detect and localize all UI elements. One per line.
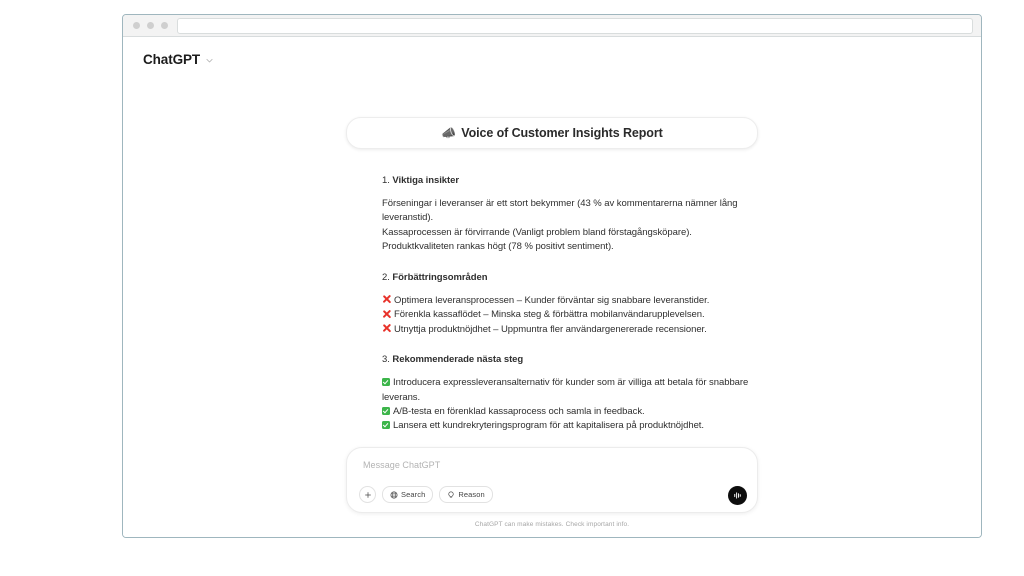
close-window-button[interactable] (133, 22, 140, 29)
check-mark-icon (382, 421, 390, 429)
report-title: Voice of Customer Insights Report (461, 126, 663, 140)
message-input[interactable]: Message ChatGPT (363, 460, 441, 470)
section-title-2: Förbättringsområden (392, 271, 488, 283)
composer-toolbar (359, 486, 493, 503)
insight-line: Förseningar i leveranser är ett stort bekymmer (43 % av kommentarerna nämner lång leveranstid). (382, 198, 738, 224)
voice-waveform-icon (732, 490, 743, 501)
minimize-window-button[interactable] (147, 22, 154, 29)
next-step-line (382, 405, 752, 419)
next-step-line (382, 376, 752, 405)
disclaimer-text: ChatGPT can make mistakes. Check important info. (474, 521, 630, 528)
check-mark-icon (382, 378, 390, 386)
app-header (123, 37, 981, 81)
next-step-line (382, 419, 752, 433)
plus-icon (364, 491, 372, 499)
search-tool-label: Search (401, 490, 426, 499)
insight-line: Kassaprocessen är förvirrande (Vanligt problem bland förstagångsköpare). (382, 226, 692, 238)
brand-label: ChatGPT (143, 51, 201, 67)
improvement-line (382, 308, 752, 322)
report-body (346, 175, 758, 434)
improvement-text: Utnyttja produktnöjdhet – Uppmuntra fler användargenererade recensioner. (394, 323, 707, 335)
section-heading-2 (382, 272, 752, 283)
chevron-down-icon (205, 56, 214, 65)
check-mark-icon (382, 407, 390, 415)
cross-mark-icon (382, 295, 391, 304)
maximize-window-button[interactable] (161, 22, 168, 29)
message-column (346, 117, 758, 434)
next-step-text: Introducera expressleveransalternativ för kunder som är villiga att betala för snabbare leverans. (382, 377, 749, 403)
report-title-card (346, 117, 758, 149)
section-body-1 (382, 197, 752, 255)
section-body-2 (382, 294, 752, 337)
section-number-2: 2. (382, 271, 390, 283)
insight-line: Produktkvaliteten rankas högt (78 % positivt sentiment). (382, 241, 614, 253)
cross-mark-icon (382, 309, 391, 318)
browser-titlebar (123, 15, 981, 37)
search-tool-button[interactable] (382, 486, 433, 503)
cross-mark-icon (382, 324, 391, 333)
improvement-text: Optimera leveransprocessen – Kunder förväntar sig snabbare leveranstider. (394, 294, 710, 306)
reason-tool-label: Reason (458, 490, 485, 499)
globe-icon (390, 491, 398, 499)
megaphone-icon: 📣 (441, 126, 457, 140)
improvement-line (382, 294, 752, 308)
section-number-1: 1. (382, 175, 390, 186)
message-composer[interactable] (346, 447, 758, 513)
section-heading-3 (382, 354, 752, 365)
browser-window (122, 14, 982, 538)
address-bar-input[interactable] (177, 18, 973, 34)
lightbulb-icon (447, 491, 455, 499)
conversation-area (123, 81, 981, 537)
section-title-3: Rekommenderade nästa steg (392, 354, 524, 366)
voice-mode-button[interactable] (728, 486, 747, 505)
window-traffic-lights (129, 22, 177, 29)
improvement-text: Förenkla kassaflödet – Minska steg & förbättra mobilanvändarupplevelsen. (394, 309, 705, 321)
attach-button[interactable] (359, 486, 376, 503)
model-switcher-button[interactable] (143, 52, 214, 67)
next-step-text: A/B-testa en förenklad kassaprocess och samla in feedback. (393, 405, 645, 417)
next-step-text: Lansera ett kundrekryteringsprogram för att kapitalisera på produktnöjdhet. (393, 420, 704, 432)
reason-tool-button[interactable] (439, 486, 492, 503)
section-heading-1 (382, 175, 752, 186)
section-number-3: 3. (382, 354, 390, 366)
section-body-3 (382, 376, 752, 434)
page-viewport (123, 37, 981, 537)
improvement-line (382, 323, 752, 337)
section-title-1: Viktiga insikter (392, 175, 460, 186)
